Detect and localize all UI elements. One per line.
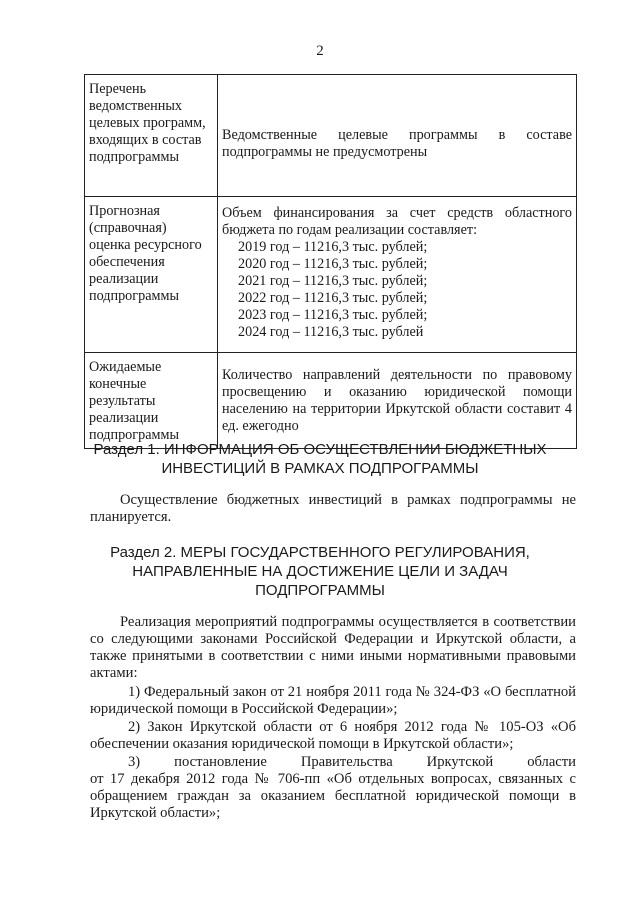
table-row <box>85 75 577 197</box>
word: постановление <box>174 754 267 770</box>
label-line: Ожидаемые <box>89 359 162 375</box>
funding-year: 2022 год – 11216,3 тыс. рублей; <box>238 290 428 306</box>
page-number: 2 <box>316 43 324 59</box>
section-1-heading <box>0 440 640 478</box>
heading-line: ПОДПРОГРАММЫ <box>255 582 385 599</box>
word: Правительства <box>300 754 393 770</box>
label-line: подпрограммы <box>89 427 179 443</box>
passport-table <box>84 74 577 449</box>
heading-line: ИНВЕСТИЦИЙ В РАМКАХ ПОДПРОГРАММЫ <box>161 460 479 477</box>
label-line: входящих в состав <box>89 132 202 148</box>
word: области <box>527 754 576 770</box>
law-item-3-rest: от 17 декабря 2012 года № 706-пп «Об отдельных вопросах, связанных с обращением граждан за оказанием бесплатной юридической помощи в Иркутской области»; <box>90 771 576 821</box>
row-label <box>85 197 218 353</box>
label-line: подпрограммы <box>89 288 179 304</box>
section-2-intro: Реализация мероприятий подпрограммы осуществляется в соответствии со следующими законами Российской Федерации и Иркутской области, а также принятыми в соответствии с ними иными нормативными правовыми актами: <box>90 614 576 681</box>
law-item-1: 1) Федеральный закон от 21 ноября 2011 года № 324-ФЗ «О бесплатной юридической помощи в Российской Федерации»; <box>90 684 576 717</box>
word: Иркутской <box>426 754 494 770</box>
label-line: Перечень <box>89 81 147 97</box>
label-line: реализации <box>89 410 159 426</box>
label-line: конечные <box>89 376 147 392</box>
section-1-text: Осуществление бюджетных инвестиций в рамках подпрограммы не планируется. <box>90 492 576 525</box>
law-item-2: 2) Закон Иркутской области от 6 ноября 2012 года № 105-ОЗ «Об обеспечении оказания юридической помощи в Иркутской области»; <box>90 719 576 752</box>
funding-intro: Объем финансирования за счет средств областного бюджета по годам реализации составляет: <box>222 205 572 238</box>
funding-year: 2023 год – 11216,3 тыс. рублей; <box>238 307 428 323</box>
label-line: результаты <box>89 393 156 409</box>
label-line: ведомственных <box>89 98 182 114</box>
label-line: (справочная) <box>89 220 167 236</box>
table-row <box>85 197 577 353</box>
heading-line: НАПРАВЛЕННЫЕ НА ДОСТИЖЕНИЕ ЦЕЛИ И ЗАДАЧ <box>132 563 508 580</box>
funding-year: 2021 год – 11216,3 тыс. рублей; <box>238 273 428 289</box>
law-item-3 <box>90 754 576 822</box>
row-value: Ведомственные целевые программы в составе подпрограммы не предусмотрены <box>218 75 577 197</box>
law-item-3-first-line <box>90 754 576 771</box>
funding-year: 2019 год – 11216,3 тыс. рублей; <box>238 239 428 255</box>
label-line: Прогнозная <box>89 203 160 219</box>
row-label <box>85 353 218 449</box>
row-value: Количество направлений деятельности по правовому просвещению и оказанию юридической помощи населению на территории Иркутской области составит 4 ед. ежегодно <box>218 353 577 449</box>
funding-year: 2024 год – 11216,3 тыс. рублей <box>238 324 424 340</box>
heading-line: Раздел 2. МЕРЫ ГОСУДАРСТВЕННОГО РЕГУЛИРОВАНИЯ, <box>110 544 530 561</box>
label-line: реализации <box>89 271 159 287</box>
label-line: целевых программ, <box>89 115 206 131</box>
word: 3) <box>128 754 141 770</box>
funding-year: 2020 год – 11216,3 тыс. рублей; <box>238 256 428 272</box>
row-label <box>85 75 218 197</box>
row-value <box>218 197 577 353</box>
label-line: подпрограммы <box>89 149 179 165</box>
section-2-heading <box>0 543 640 600</box>
label-line: обеспечения <box>89 254 165 270</box>
table-row <box>85 353 577 449</box>
heading-line: Раздел 1. ИНФОРМАЦИЯ ОБ ОСУЩЕСТВЛЕНИИ БЮДЖЕТНЫХ <box>93 441 547 458</box>
label-line: оценка ресурсного <box>89 237 202 253</box>
